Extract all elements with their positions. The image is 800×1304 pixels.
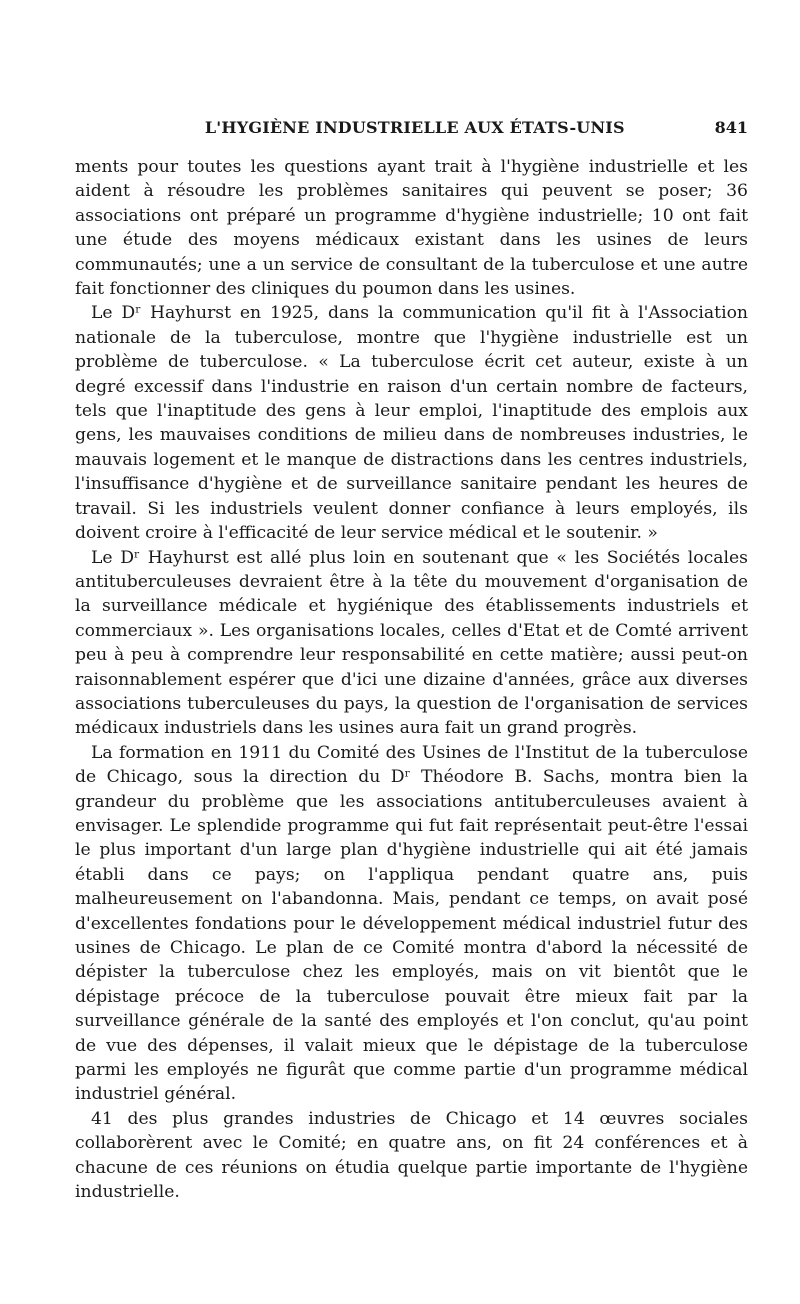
paragraph: Le Dʳ Hayhurst en 1925, dans la communication qu'il fit à l'Association nationale de la tuberculose, montre que l'hygiène industrielle est un problème de tuberculose. « La tuberculose écrit cet auteur, existe à un degré excessif dans l'industrie en raison d'un certain nombre de facteurs, tels que l'inaptitude des gens à leur emploi, l'inaptitude des emplois aux gens, les mauvaises conditions de milieu dans de nombreuses industries, le mauvais logement et le manque de distractions dans les centres industriels, l'insuffisance d'hygiène et de surveillance sanitaire pendant les heures de travail. Si les industriels veulent donner confiance à leurs employés, ils doivent croire à l'efficacité de leur service médical et le soutenir. » (75, 303, 748, 544)
page-number: 841 (714, 118, 748, 137)
paragraph: ments pour toutes les questions ayant trait à l'hygiène industrielle et les aident à résoudre les problèmes sanitaires qui peuvent se poser; 36 associations ont préparé un programme d'hygiène industrielle; 10 ont fait une étude des moyens médicaux existant dans les usines de leurs communautés; une a un service de consultant de la tuberculose et une autre fait fonctionner des cliniques du poumon dans les usines. (75, 157, 748, 300)
paragraph: La formation en 1911 du Comité des Usines de l'Institut de la tuberculose de Chicago, sous la direction du Dʳ Théodore B. Sachs, montra bien la grandeur du problème que les associations antituberculeuses avaient à envisager. Le splendide programme qui fut fait représentait peut-être l'essai le plus important d'un large plan d'hygiène industrielle qui ait été jamais établi dans ce pays; on l'appliqua pendant quatre ans, puis malheureusement on l'abandonna. Mais, pendant ce temps, on avait posé d'excellentes fondations pour le développement médical industriel futur des usines de Chicago. Le plan de ce Comité montra d'abord la nécessité de dépister la tuberculose chez les employés, mais on vit bientôt que le dépistage précoce de la tuberculose pouvait être mieux fait par la surveillance générale de la santé des employés et l'on conclut, qu'au point de vue des dépenses, il valait mieux que le dépistage de la tuberculose parmi les employés ne figurât que comme partie d'un programme médical industriel général. (75, 742, 748, 1105)
running-title: L'HYGIÈNE INDUSTRIELLE AUX ÉTATS-UNIS (204, 118, 625, 137)
document-page (75, 118, 748, 1204)
running-header (75, 118, 748, 137)
paragraph: 41 des plus grandes industries de Chicago et 14 œuvres sociales collaborèrent avec le Comité; en quatre ans, on fit 24 conférences et à chacune de ces réunions on étudia quelque partie importante de l'hygiène industrielle. (75, 1108, 748, 1203)
paragraph: Le Dʳ Hayhurst est allé plus loin en soutenant que « les Sociétés locales antituberculeuses devraient être à la tête du mouvement d'organisation de la surveillance médicale et hygiénique des établissements industriels et commerciaux ». Les organisations locales, celles d'Etat et de Comté arrivent peu à peu à comprendre leur responsabilité en cette matière; aussi peut-on raisonnablement espérer que d'ici une dizaine d'années, grâce aux diverses associations tuberculeuses du pays, la question de l'organisation de services médicaux industriels dans les usines aura fait un grand progrès. (75, 547, 748, 739)
body-text (75, 155, 748, 1204)
